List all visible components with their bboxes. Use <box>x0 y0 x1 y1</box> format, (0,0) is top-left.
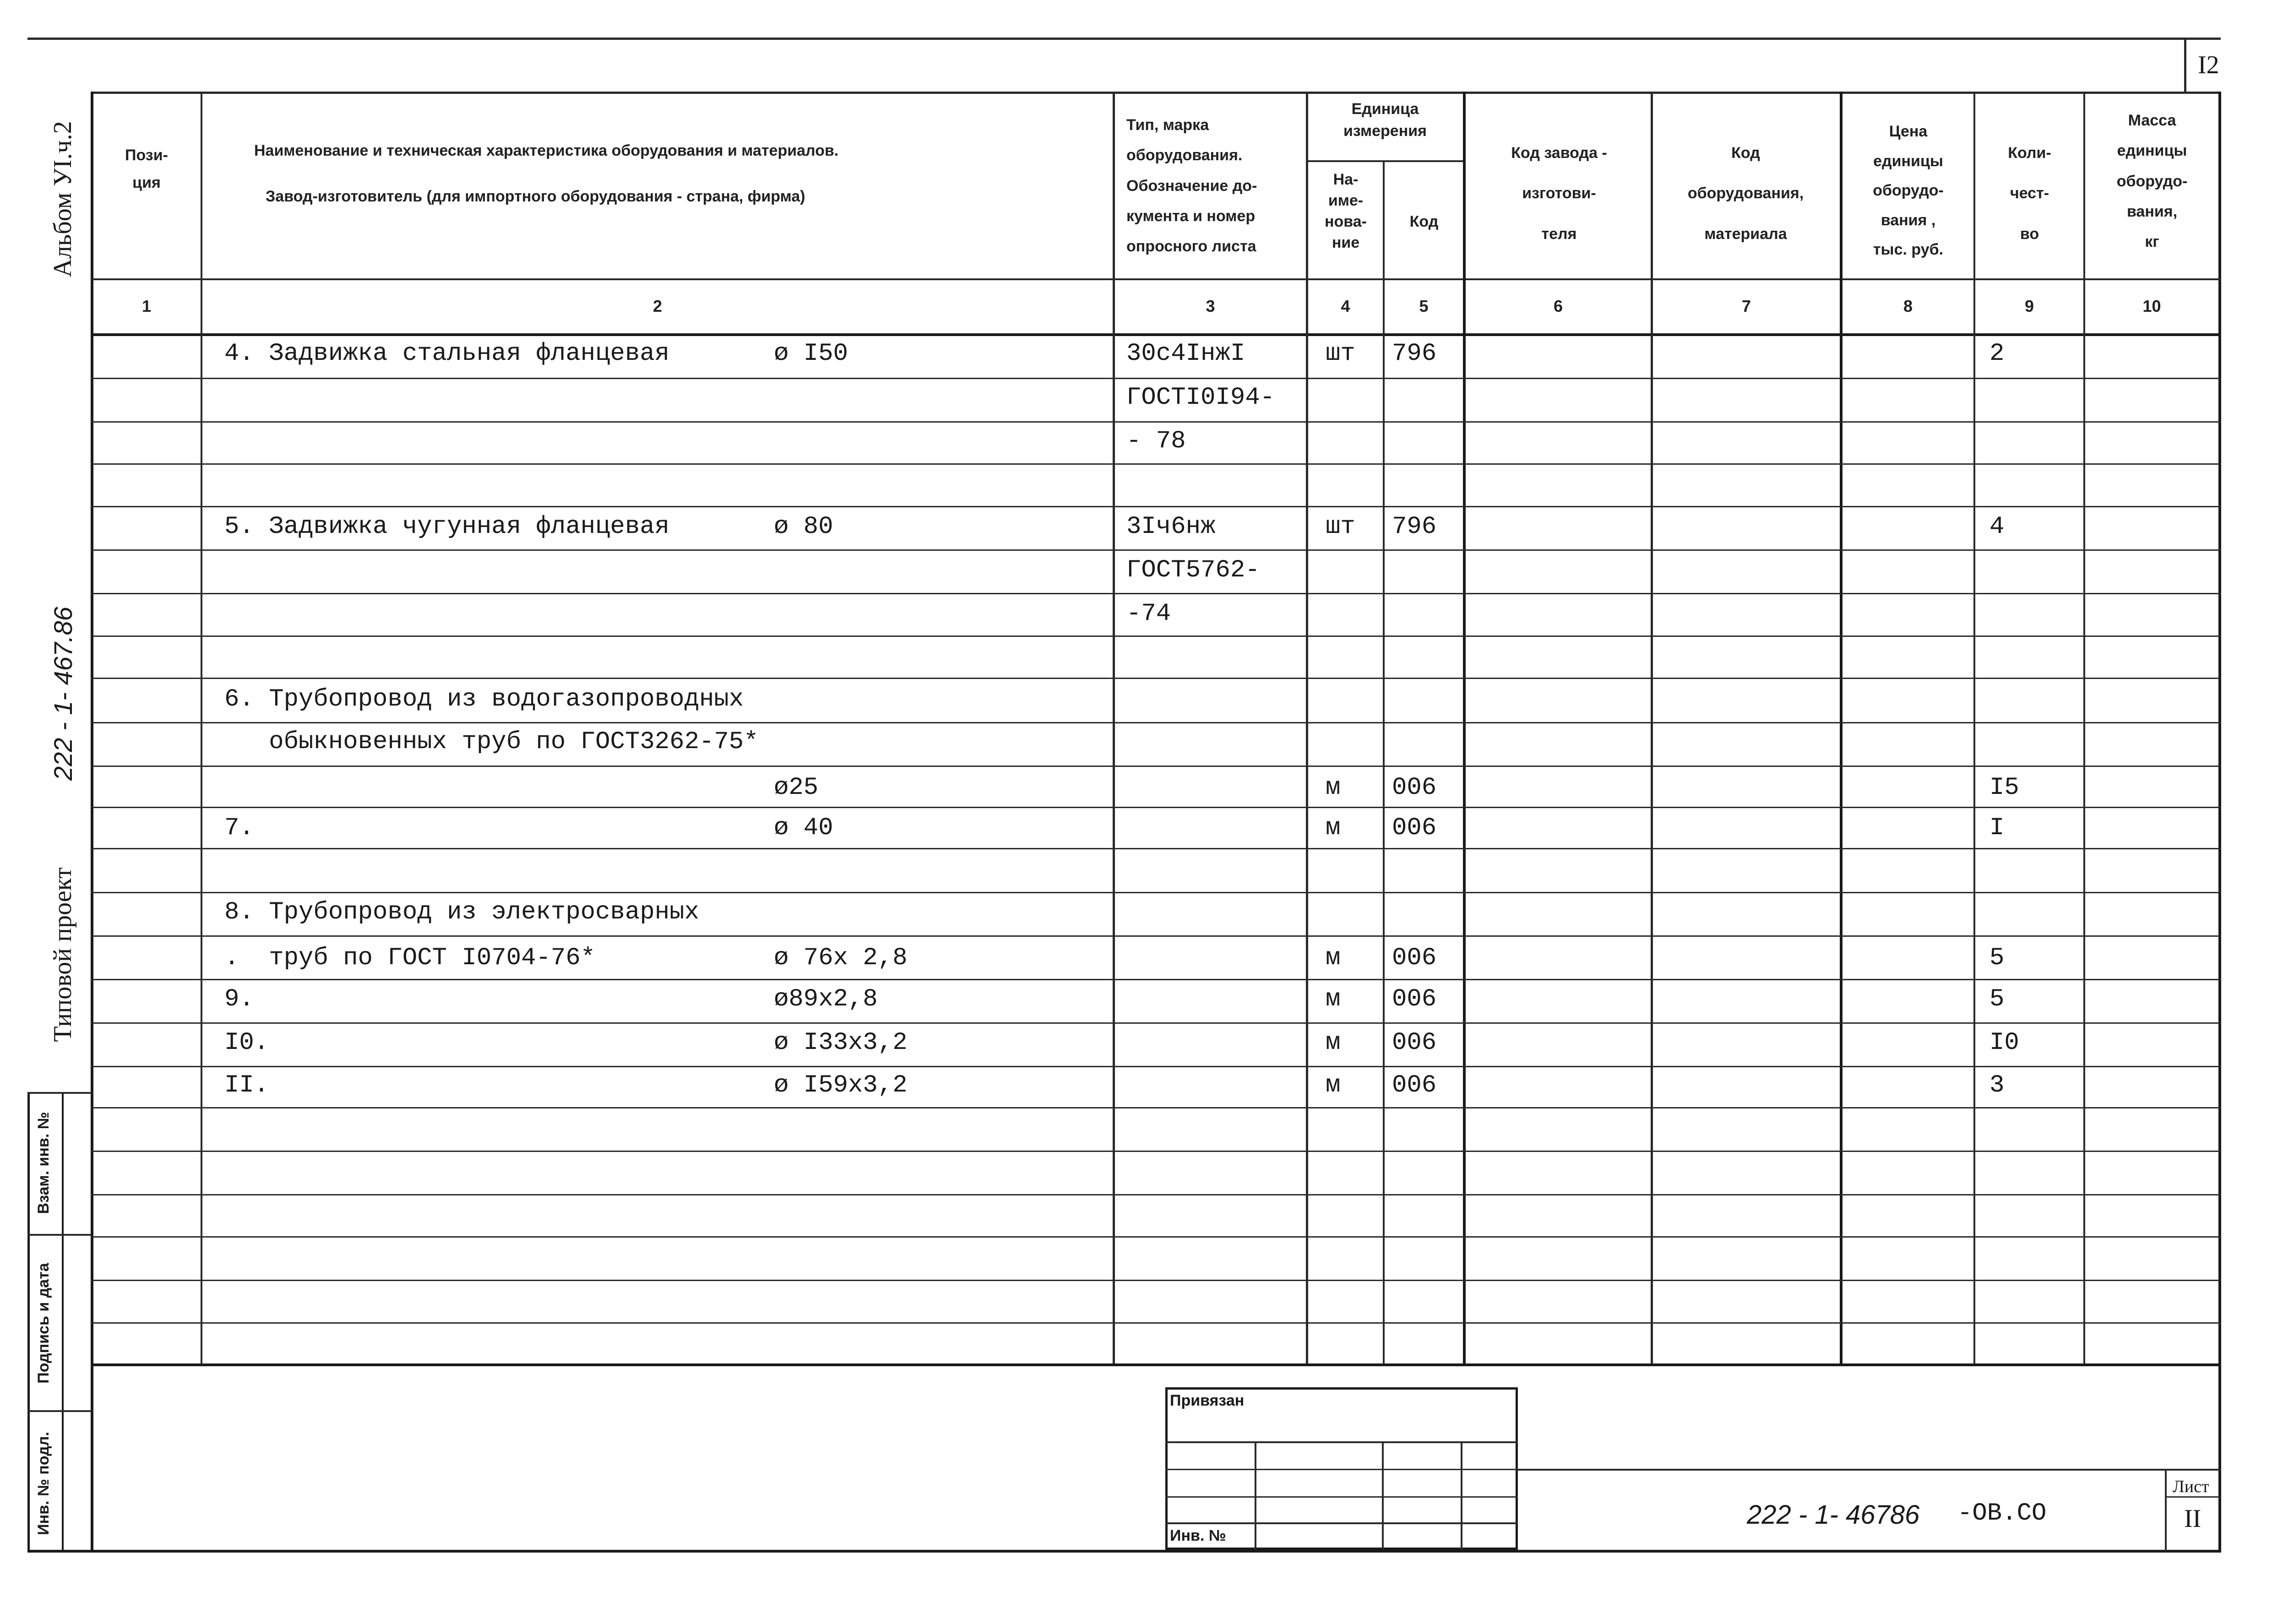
item-unit: м <box>1326 774 1341 802</box>
col-line-5 <box>1463 92 1466 1364</box>
item-qty: I0 <box>1989 1029 2019 1057</box>
item-qty: 5 <box>1989 944 2005 972</box>
item-name: 7. <box>224 814 254 842</box>
table-top-line <box>92 92 2221 94</box>
row-line <box>92 1066 2221 1067</box>
item-size: ø I50 <box>774 340 848 368</box>
item-unit: м <box>1326 944 1341 972</box>
column-number: 9 <box>2024 297 2034 315</box>
side-stamp-div1 <box>27 1234 92 1236</box>
item-unit-code: 796 <box>1392 340 1437 368</box>
col-line-2 <box>1113 92 1115 1364</box>
project-type-label: Типовой проект <box>49 867 77 1042</box>
item-unit: м <box>1326 985 1341 1013</box>
column-number: 4 <box>1341 297 1350 315</box>
privyazan-line <box>1165 1469 1518 1470</box>
col-line-7 <box>1840 92 1843 1364</box>
col-line-6 <box>1651 92 1653 1364</box>
header-unit-name: На- име- нова- ние <box>1325 171 1367 251</box>
header-type: Тип, марка оборудования. Обозначение до- кумента и номер опросного листа <box>1126 116 1257 255</box>
bottom-border <box>27 1550 2221 1553</box>
row-line <box>92 1322 2221 1324</box>
item-unit-code: 006 <box>1392 814 1437 842</box>
side-stamp-inner <box>62 1092 64 1552</box>
privyazan-line <box>1165 1522 1518 1524</box>
unit-group-line <box>1307 160 1463 162</box>
row-line <box>92 463 2221 465</box>
side-stamp-div2 <box>27 1410 92 1412</box>
item-unit: м <box>1326 814 1341 842</box>
row-line <box>92 421 2221 423</box>
header-name-line1: Наименование и техническая характеристика оборудования и материалов. <box>254 142 839 159</box>
privyazan-line <box>1165 1441 1518 1443</box>
header-position: Пози- ция <box>125 147 168 191</box>
item-qty: 5 <box>1989 985 2005 1013</box>
column-number: 10 <box>2142 297 2161 315</box>
body-end-line <box>92 1363 2221 1366</box>
item-qty: I <box>1989 814 2005 842</box>
row-line <box>92 892 2221 893</box>
header-mass: Масса единицы оборудо- вания, кг <box>2116 112 2188 251</box>
album-label: Альбом УI.ч.2 <box>49 121 77 277</box>
item-size: ø 80 <box>774 513 833 541</box>
row-line <box>92 979 2221 980</box>
row-line <box>92 848 2221 849</box>
header-bottom-line <box>92 278 2221 280</box>
column-number: 8 <box>1903 297 1913 315</box>
item-size: ø I33х3,2 <box>774 1029 908 1057</box>
privyazan-line <box>1165 1496 1518 1498</box>
item-unit-code: 006 <box>1392 985 1437 1013</box>
inv-podl-label: Инв. № подл. <box>35 1432 52 1535</box>
top-border <box>27 38 2221 40</box>
privyazan-label: Привязан <box>1170 1392 1245 1409</box>
privyazan-vline <box>1461 1441 1462 1550</box>
column-number: 6 <box>1553 297 1563 315</box>
item-name: II. <box>224 1071 269 1099</box>
item-name: 5. Задвижка чугунная фланцевая <box>224 513 670 541</box>
row-line <box>92 678 2221 679</box>
list-label: Лист <box>2173 1477 2209 1496</box>
row-line <box>92 1151 2221 1152</box>
row-line <box>92 549 2221 551</box>
item-qty: 4 <box>1989 513 2005 541</box>
column-number: 1 <box>141 297 152 315</box>
title-block-top <box>1518 1469 2221 1471</box>
list-number: II <box>2184 1505 2201 1533</box>
column-number: 7 <box>1741 297 1751 315</box>
item-type: 30с4IнжI <box>1126 340 1245 368</box>
row-line <box>92 1107 2221 1108</box>
item-name: I0. <box>224 1029 269 1057</box>
item-type: ГОСТ5762- <box>1126 556 1260 584</box>
item-unit: шт <box>1326 513 1355 541</box>
row-line <box>92 635 2221 637</box>
header-price: Цена единицы оборудо- вания , тыс. руб. <box>1873 123 1944 259</box>
row-line <box>92 935 2221 937</box>
col-line-8 <box>1973 92 1975 1364</box>
header-factory-code: Код завода - изготови- теля <box>1511 144 1607 243</box>
row-line <box>92 1022 2221 1024</box>
column-number: 3 <box>1206 297 1215 315</box>
item-size: ø 76х 2,8 <box>774 944 908 972</box>
project-number: 222 - 1- 467.86 <box>49 607 77 781</box>
podpis-data-label: Подпись и дата <box>35 1263 52 1384</box>
doc-code-handwritten: 222 - 1- 46786 <box>1747 1500 1920 1530</box>
table-right-border <box>2218 92 2221 1552</box>
item-unit: м <box>1326 1071 1341 1099</box>
col-line-4 <box>1383 160 1385 1364</box>
item-unit: м <box>1326 1029 1341 1057</box>
privyazan-inv-label: Инв. № <box>1170 1527 1226 1544</box>
frame-right-small <box>2184 38 2186 92</box>
list-box-left <box>2165 1469 2167 1551</box>
item-type: - 78 <box>1126 427 1186 455</box>
doc-code-printed: -ОВ.СО <box>1957 1499 2047 1527</box>
row-line <box>92 1194 2221 1195</box>
row-line <box>92 1236 2221 1238</box>
item-size: ø25 <box>774 774 819 802</box>
privyazan-vline <box>1382 1441 1384 1550</box>
header-quantity: Коли- чест- во <box>2008 144 2051 243</box>
row-line <box>92 807 2221 808</box>
col-line-3 <box>1306 92 1308 1364</box>
table-left-border <box>91 92 93 1552</box>
row-line <box>92 378 2221 379</box>
vzam-inv-label: Взам. инв. № <box>35 1112 52 1214</box>
numbers-bottom-line <box>92 333 2221 336</box>
col-line-1 <box>201 92 202 1364</box>
item-unit-code: 006 <box>1392 944 1437 972</box>
item-size: ø89х2,8 <box>774 985 878 1013</box>
item-unit-code: 006 <box>1392 1029 1437 1057</box>
header-equipment-code: Код оборудования, материала <box>1687 144 1804 243</box>
header-name-line2: Завод-изготовитель (для импортного оборудования - страна, фирма) <box>266 188 805 205</box>
item-name: 8. Трубопровод из электросварных <box>224 898 699 926</box>
row-line <box>92 766 2221 767</box>
row-line <box>92 1280 2221 1281</box>
row-line <box>92 506 2221 507</box>
item-name: обыкновенных труб по ГОСТ3262-75* <box>224 728 759 756</box>
item-qty: I5 <box>1989 774 2019 802</box>
item-name: 9. <box>224 985 254 1013</box>
item-unit-code: 796 <box>1392 513 1437 541</box>
item-size: ø I59х3,2 <box>774 1071 908 1099</box>
col-line-9 <box>2083 92 2085 1364</box>
item-name: . труб по ГОСТ I0704-76* <box>224 944 596 972</box>
row-line <box>92 722 2221 723</box>
item-type: -74 <box>1126 600 1171 628</box>
header-unit-group: Единица измерения <box>1343 100 1427 140</box>
item-qty: 3 <box>1989 1071 2005 1099</box>
row-line <box>92 593 2221 594</box>
side-stamp-top <box>27 1092 92 1094</box>
item-unit: шт <box>1326 340 1355 368</box>
side-stamp-outer-left <box>27 1092 30 1552</box>
item-unit-code: 006 <box>1392 774 1437 802</box>
column-number: 5 <box>1419 297 1429 315</box>
item-type: 3Iч6нж <box>1126 513 1216 541</box>
item-name: 4. Задвижка стальная фланцевая <box>224 340 670 368</box>
header-unit-code: Код <box>1409 213 1439 230</box>
column-number: 2 <box>652 297 663 315</box>
privyazan-vline <box>1255 1441 1256 1550</box>
item-size: ø 40 <box>774 814 833 842</box>
item-name: 6. Трубопровод из водогазопроводных <box>224 685 744 713</box>
item-unit-code: 006 <box>1392 1071 1437 1099</box>
item-qty: 2 <box>1989 340 2005 368</box>
sheet-corner-number: I2 <box>2198 51 2219 79</box>
item-type: ГОСТI0I94- <box>1126 384 1275 412</box>
